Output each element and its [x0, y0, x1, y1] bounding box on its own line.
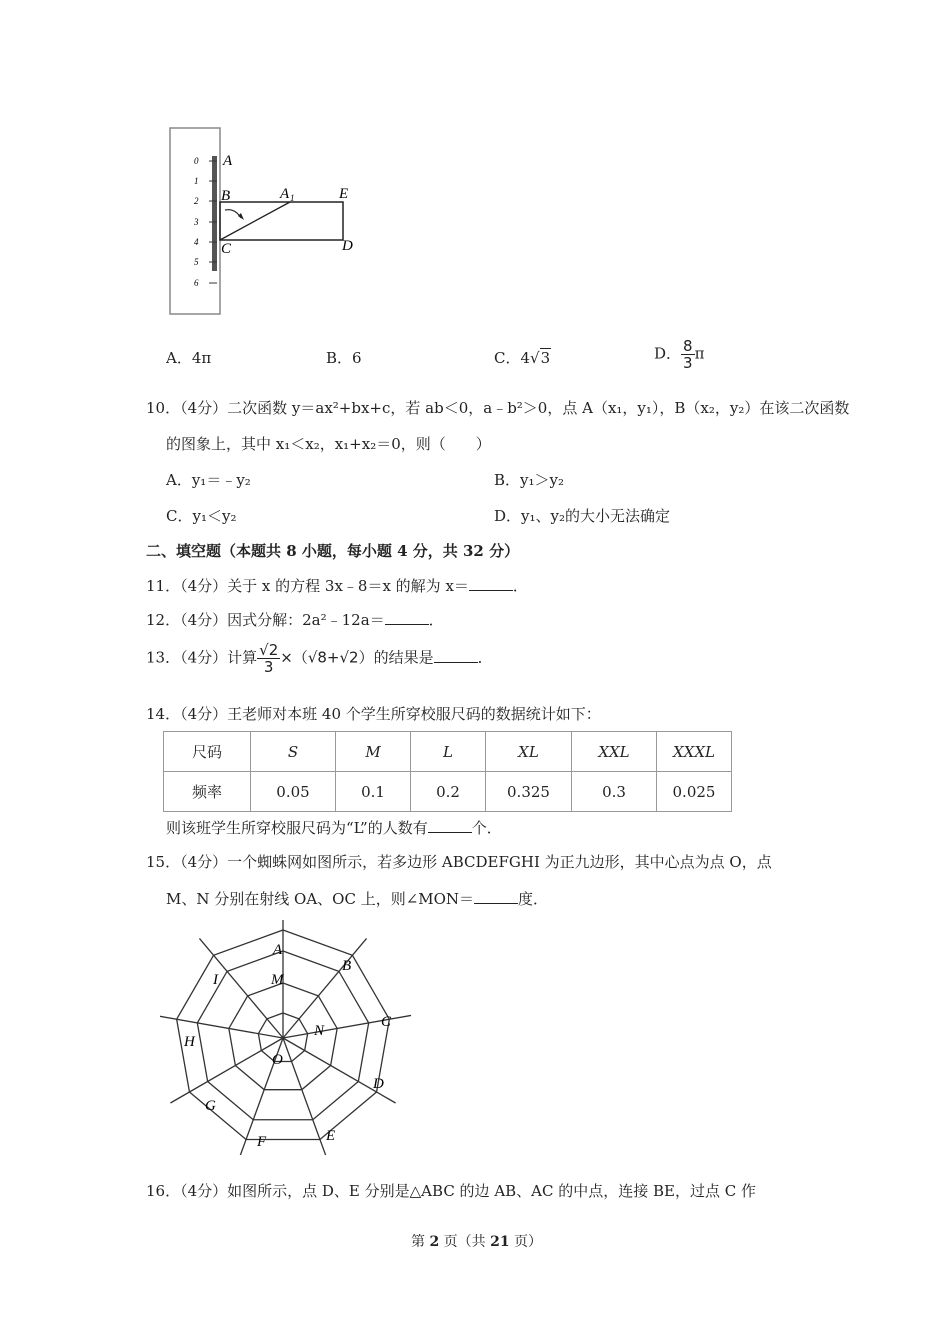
table-cell: 0.3 [572, 772, 657, 812]
q15-line2 [166, 888, 548, 909]
label-B: B [342, 958, 352, 974]
q10-option-a: A．y₁＝﹣y₂ [166, 471, 251, 489]
q13-prefix: 13．（4分）计算 [146, 648, 258, 667]
table-cell: 0.1 [336, 772, 411, 812]
table-cell: 0.05 [251, 772, 336, 812]
ruler-rectangle-figure [165, 126, 365, 318]
q13-suffix: 的结果是 [373, 648, 434, 667]
ruler-tick-5: 5 [194, 257, 199, 267]
footer-page: 2 [429, 1234, 440, 1250]
section-heading: 二、填空题（本题共 8 小题，每小题 4 分，共 32 分） [146, 542, 520, 560]
q9-option-c-prefix: C．4 [494, 349, 531, 367]
label-F: F [257, 1134, 267, 1150]
label-G: G [205, 1098, 216, 1114]
label-E: E [339, 186, 349, 202]
rotation-arrow [225, 210, 241, 218]
answer-blank[interactable] [474, 889, 518, 904]
q13-end: ． [477, 648, 493, 667]
sqrt-symbol: √ [530, 349, 540, 367]
q10-option-b: B．y₁＞y₂ [494, 471, 564, 489]
table-header-cell: XL [486, 732, 572, 772]
q9-option-d-prefix: D． [654, 344, 682, 363]
q9-option-d-suffix: π [694, 344, 705, 363]
ruler-tick-2: 2 [194, 196, 199, 206]
web-spoke [283, 1015, 411, 1038]
table-header-cell: L [411, 732, 486, 772]
fraction-numerator: 8 [683, 337, 693, 355]
spider-web-figure [160, 920, 420, 1155]
q14-after-text: 则该班学生所穿校服尺码为“L”的人数有 [166, 819, 428, 837]
q12-end: ． [428, 611, 444, 629]
q9-option-d [654, 338, 704, 371]
q13-mid: ×（√8+√2） [280, 648, 374, 667]
q15-line2-text: M、N 分别在射线 OA、OC 上，则∠MON＝ [166, 890, 475, 908]
label-D: D [373, 1076, 384, 1092]
q16-line1: 16．（4分）如图所示，点 D、E 分别是△ABC 的边 AB、AC 的中点，连接 BE，过点 C 作 [146, 1182, 757, 1200]
footer-total: 21 [490, 1234, 510, 1250]
q12-text: 12．（4分）因式分解：2a²﹣12a＝ [146, 611, 385, 629]
footer-pre: 第 [411, 1234, 430, 1250]
q14-after [166, 817, 502, 838]
web-spoke [283, 1038, 396, 1103]
label-A1-sub: 1 [290, 193, 295, 203]
q9-option-a: A．4π [166, 349, 212, 367]
label-C: C [221, 241, 232, 257]
table-header-cell: M [336, 732, 411, 772]
web-spoke [283, 1038, 327, 1155]
label-I: I [213, 972, 218, 988]
q9-option-b: B．6 [326, 349, 362, 367]
q10-line2: 的图象上，其中 x₁＜x₂，x₁+x₂＝0，则（ ） [166, 435, 491, 453]
diagonal-ca1 [220, 202, 290, 240]
table-cell: 0.325 [486, 772, 572, 812]
q15-end: 度． [518, 890, 549, 908]
label-A1: A [280, 186, 290, 202]
table-cell: 0.2 [411, 772, 486, 812]
fraction-denominator: 3 [683, 354, 693, 372]
answer-blank[interactable] [385, 610, 429, 625]
label-N: N [314, 1023, 325, 1039]
label-E: E [326, 1128, 336, 1144]
table-header-cell: XXXL [657, 732, 732, 772]
table-row [164, 772, 732, 812]
frequency-table [163, 731, 732, 812]
table-header-cell: 尺码 [164, 732, 251, 772]
ruler-tick-0: 0 [194, 156, 199, 166]
q10-option-c: C．y₁＜y₂ [166, 507, 237, 525]
q10-option-d: D．y₁、y₂的大小无法确定 [494, 507, 671, 525]
label-D: D [342, 238, 353, 254]
ruler-scale-bar [212, 156, 217, 271]
table-cell: 0.025 [657, 772, 732, 812]
answer-blank[interactable] [428, 818, 472, 833]
ruler-tick-3: 3 [194, 217, 199, 227]
q13-fraction [257, 642, 280, 675]
label-M: M [271, 972, 284, 988]
q13-denominator: 3 [263, 658, 274, 676]
q10-line1: 10．（4分）二次函数 y＝ax²+bx+c，若 ab＜0，a﹣b²＞0，点 A（x₁，y₁），B（x₂，y₂）在该二次函数 [146, 399, 850, 417]
q11-text: 11．（4分）关于 x 的方程 3x﹣8＝x 的解为 x＝ [146, 577, 469, 595]
q9-option-c-radicand: 3 [540, 349, 551, 367]
label-A: A [223, 153, 233, 169]
q11 [146, 575, 528, 596]
label-O: O [272, 1052, 283, 1068]
q13-numerator: √2 [259, 641, 279, 659]
ruler-tick-6: 6 [194, 278, 199, 288]
label-A: A [273, 942, 283, 958]
answer-blank[interactable] [469, 576, 513, 591]
table-row [164, 732, 732, 772]
label-C: C [381, 1014, 392, 1030]
label-H: H [184, 1034, 195, 1050]
footer-mid: 页（共 [439, 1234, 491, 1250]
rectangle-bcde [220, 202, 343, 240]
table-header-cell: S [251, 732, 336, 772]
q13 [146, 642, 493, 675]
q9-option-c [494, 347, 551, 368]
fraction [681, 338, 695, 371]
ruler-tick-1: 1 [194, 176, 199, 186]
page-footer [411, 1231, 542, 1251]
q14-text: 14．（4分）王老师对本班 40 个学生所穿校服尺码的数据统计如下： [146, 705, 601, 723]
table-header-cell: XXL [572, 732, 657, 772]
q14-end: 个． [471, 819, 502, 837]
footer-post: 页） [509, 1234, 543, 1250]
table-cell: 频率 [164, 772, 251, 812]
answer-blank[interactable] [434, 648, 478, 663]
q11-end: ． [512, 577, 528, 595]
q12 [146, 609, 444, 630]
ruler-tick-4: 4 [194, 237, 199, 247]
q15-line1: 15．（4分）一个蜘蛛网如图所示，若多边形 ABCDEFGHI 为正九边形，其中心点为点 O，点 [146, 853, 772, 871]
label-B: B [221, 188, 231, 204]
